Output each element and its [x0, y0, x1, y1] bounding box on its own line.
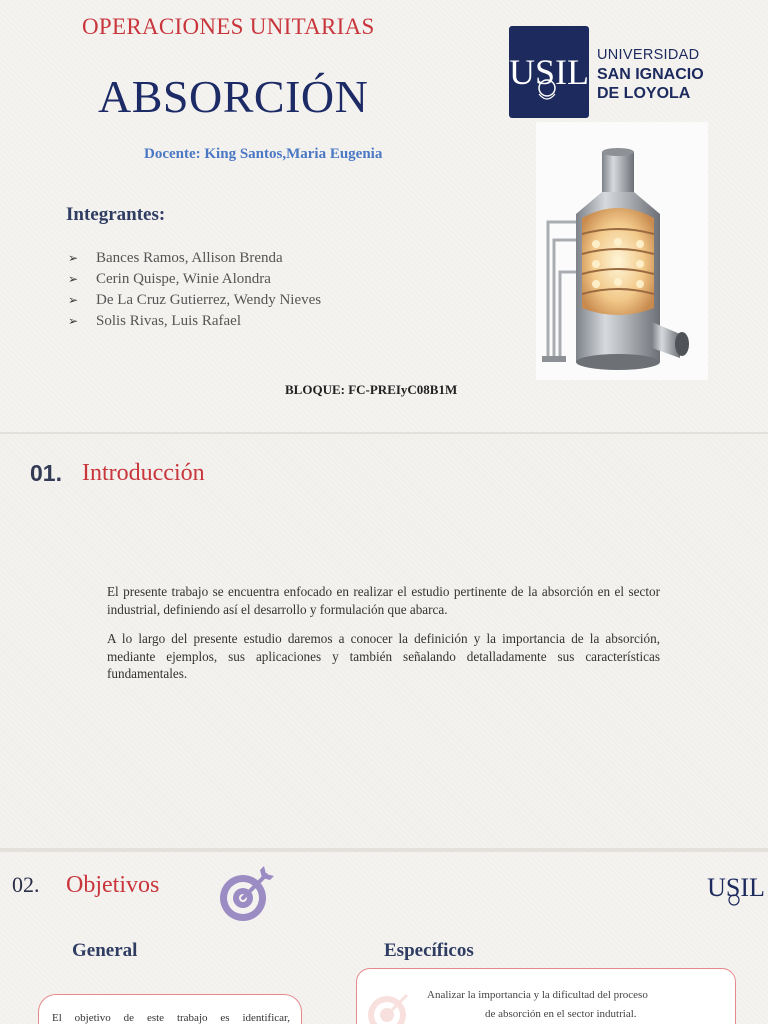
member-item [68, 311, 321, 332]
main-title: ABSORCIÓN [98, 71, 369, 122]
target-icon [216, 864, 278, 924]
course-name: OPERACIONES UNITARIAS [82, 14, 375, 39]
specific-heading: Específicos [384, 940, 474, 961]
arrow-bullet-icon: ➢ [68, 314, 79, 328]
university-name [597, 46, 704, 103]
general-objective-card [38, 994, 302, 1024]
usil-logo-mark [509, 26, 589, 118]
member-item [68, 269, 321, 290]
teacher-line: Docente: King Santos,Maria Eugenia [144, 146, 383, 162]
specific-objective-line-1: Analizar la importancia y la dificultad del proceso [427, 989, 648, 1001]
intro-slide [0, 434, 768, 848]
arrow-bullet-icon: ➢ [68, 293, 79, 307]
section-title: Objetivos [66, 872, 160, 898]
title-slide [0, 0, 768, 432]
absorption-tower-image [536, 122, 708, 380]
arrow-bullet-icon: ➢ [68, 251, 79, 265]
general-objective-text: El objetivo de este trabajo es identificar, [52, 1012, 290, 1024]
members-list [68, 248, 321, 332]
objectives-slide [0, 852, 768, 1024]
general-heading: General [72, 940, 138, 961]
intro-paragraph-1: El presente trabajo se encuentra enfocado en realizar el estudio pertinente de la absorción en el sector industrial, definiendo así el desarrollo y formulación que abarca. [107, 584, 660, 617]
member-name: De La Cruz Gutierrez, Wendy Nieves [96, 292, 322, 308]
member-name: Solis Rivas, Luis Rafael [96, 313, 241, 329]
members-heading: Integrantes: [66, 204, 166, 225]
svg-text:USIL: USIL [509, 52, 589, 92]
logo-line1: UNIVERSIDAD [597, 47, 700, 63]
specific-objective-card [356, 968, 736, 1024]
block-code: BLOQUE: FC-PREIyC08B1M [285, 382, 458, 397]
target-icon [365, 985, 417, 1024]
member-item [68, 290, 321, 311]
section-title: Introducción [82, 460, 205, 486]
member-item [68, 248, 321, 269]
logo-line3: DE LOYOLA [597, 85, 691, 102]
specific-objective-line-2: de absorción en el sector indutrial. [485, 1008, 637, 1020]
usil-small-logo [706, 866, 766, 910]
logo-line2: SAN IGNACIO [597, 66, 704, 83]
section-number: 02. [12, 872, 40, 897]
member-name: Bances Ramos, Allison Brenda [96, 250, 283, 266]
member-name: Cerin Quispe, Winie Alondra [96, 271, 271, 287]
arrow-bullet-icon: ➢ [68, 272, 79, 286]
svg-text:USIL: USIL [707, 873, 765, 902]
section-number: 01. [30, 460, 62, 486]
intro-paragraph-2: A lo largo del presente estudio daremos a conocer la definición y la importancia de la absorción, mediante ejemplos, sus aplicaciones y también señalando detalladamente sus características fundamentales. [107, 631, 660, 681]
